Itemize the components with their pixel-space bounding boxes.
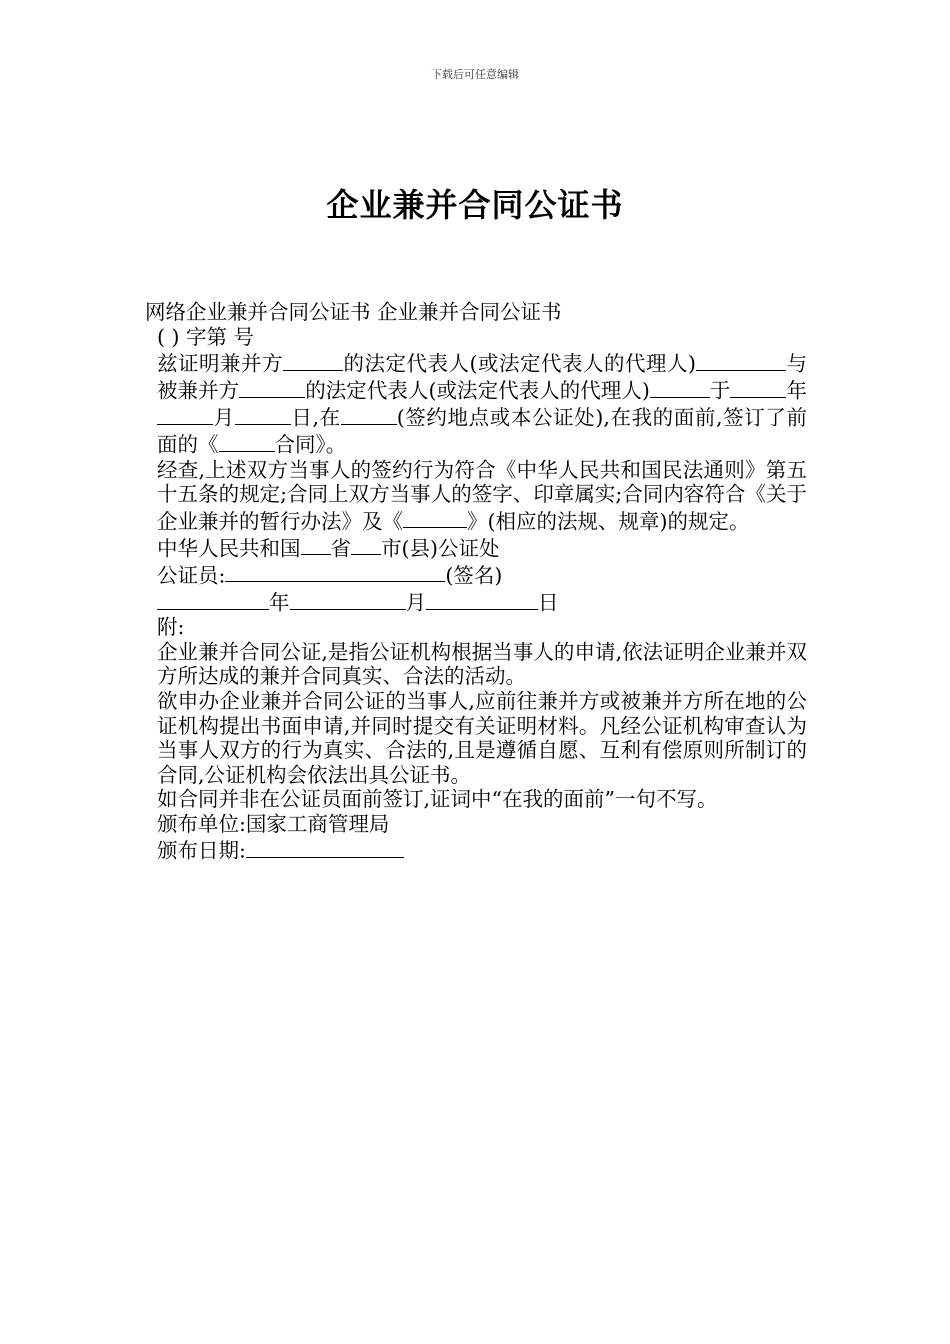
- text: 的法定代表人(或法定代表人的代理人): [343, 351, 696, 376]
- text: 与被兼并方: [157, 351, 807, 403]
- blank-line: [235, 403, 291, 425]
- text: 经查,上述双方当事人的签约行为符合《中华人民共和国民法通则》第五十五条的规定;合同上双方当事人的签字、印章属实;合同内容符合《关于企业兼并的暂行办法》及《: [157, 457, 807, 534]
- blank-line: [341, 403, 397, 425]
- text: 于: [709, 378, 731, 403]
- issue-date-line: [145, 836, 807, 863]
- paragraph-definition: 企业兼并合同公证,是指公证机构根据当事人的申请,依法证明企业兼并双方所达成的兼并合同真实、合法的活动。: [157, 639, 807, 689]
- paragraph-certification: [145, 349, 807, 457]
- text: 颁布日期:: [157, 838, 246, 863]
- blank-line: [157, 403, 213, 425]
- blank-line: [290, 588, 406, 610]
- blank-line: [650, 376, 700, 398]
- text: 月: [213, 405, 235, 430]
- blank-line: [426, 588, 538, 610]
- date-line: [145, 588, 807, 615]
- text: 》(相应的法规、规章)的规定。: [467, 509, 750, 534]
- text: 公证员:: [157, 563, 226, 588]
- notary-signature-line: [145, 561, 807, 588]
- blank-line: [219, 430, 275, 452]
- document-body: [145, 300, 807, 864]
- text: 合同》。: [274, 432, 347, 457]
- blank-line: [351, 534, 381, 556]
- text: 日: [538, 590, 559, 615]
- text: 中华人民共和国: [157, 536, 301, 561]
- blank-line: [756, 349, 786, 371]
- document-title: 企业兼并合同公证书: [326, 186, 624, 224]
- appendix-label: 附:: [157, 615, 185, 640]
- blank-line: [403, 507, 467, 529]
- text: (签名): [445, 563, 503, 588]
- text: 年: [269, 590, 290, 615]
- doc-line-number: ( ) 字第 号: [157, 324, 255, 349]
- doc-line-source: 网络企业兼并合同公证书 企业兼并合同公证书: [145, 300, 562, 324]
- blank-line: [301, 534, 331, 556]
- notary-office-line: [145, 534, 807, 561]
- paragraph-note: 如合同并非在公证员面前签订,证词中“在我的面前”一句不写。: [157, 787, 718, 812]
- blank-line: [239, 376, 305, 398]
- blank-line: [700, 376, 710, 398]
- blank-line: [283, 349, 343, 371]
- paragraph-application: 欲申办企业兼并合同公证的当事人,应前往兼并方或被兼并方所在地的公证机构提出书面申请,并同时提交有关证明材料。凡经公证机构审查认为当事人双方的行为真实、合法的,且是遵循自愿、互利有偿原则所制订的合同,公证机构会依法出具公证书。: [157, 688, 807, 787]
- text: 的法定代表人(或法定代表人的代理人): [305, 378, 650, 403]
- text: 兹证明兼并方: [157, 351, 283, 376]
- issuing-authority: 颁布单位:国家工商管理局: [157, 811, 390, 836]
- blank-line: [696, 349, 756, 371]
- blank-line: [225, 561, 445, 583]
- text: 日,在: [290, 405, 341, 430]
- blank-line: [730, 376, 786, 398]
- text: (签约地点或本公证处),在我的面前,签订了前面的《: [157, 405, 807, 457]
- text: 年: [786, 378, 808, 403]
- text: 月: [405, 590, 426, 615]
- blank-line: [157, 588, 269, 610]
- blank-line: [246, 836, 404, 858]
- text: 省: [330, 536, 351, 561]
- paragraph-review: [145, 458, 807, 534]
- header-note: 下载后可任意编辑: [431, 68, 519, 81]
- text: 市(县)公证处: [381, 536, 500, 561]
